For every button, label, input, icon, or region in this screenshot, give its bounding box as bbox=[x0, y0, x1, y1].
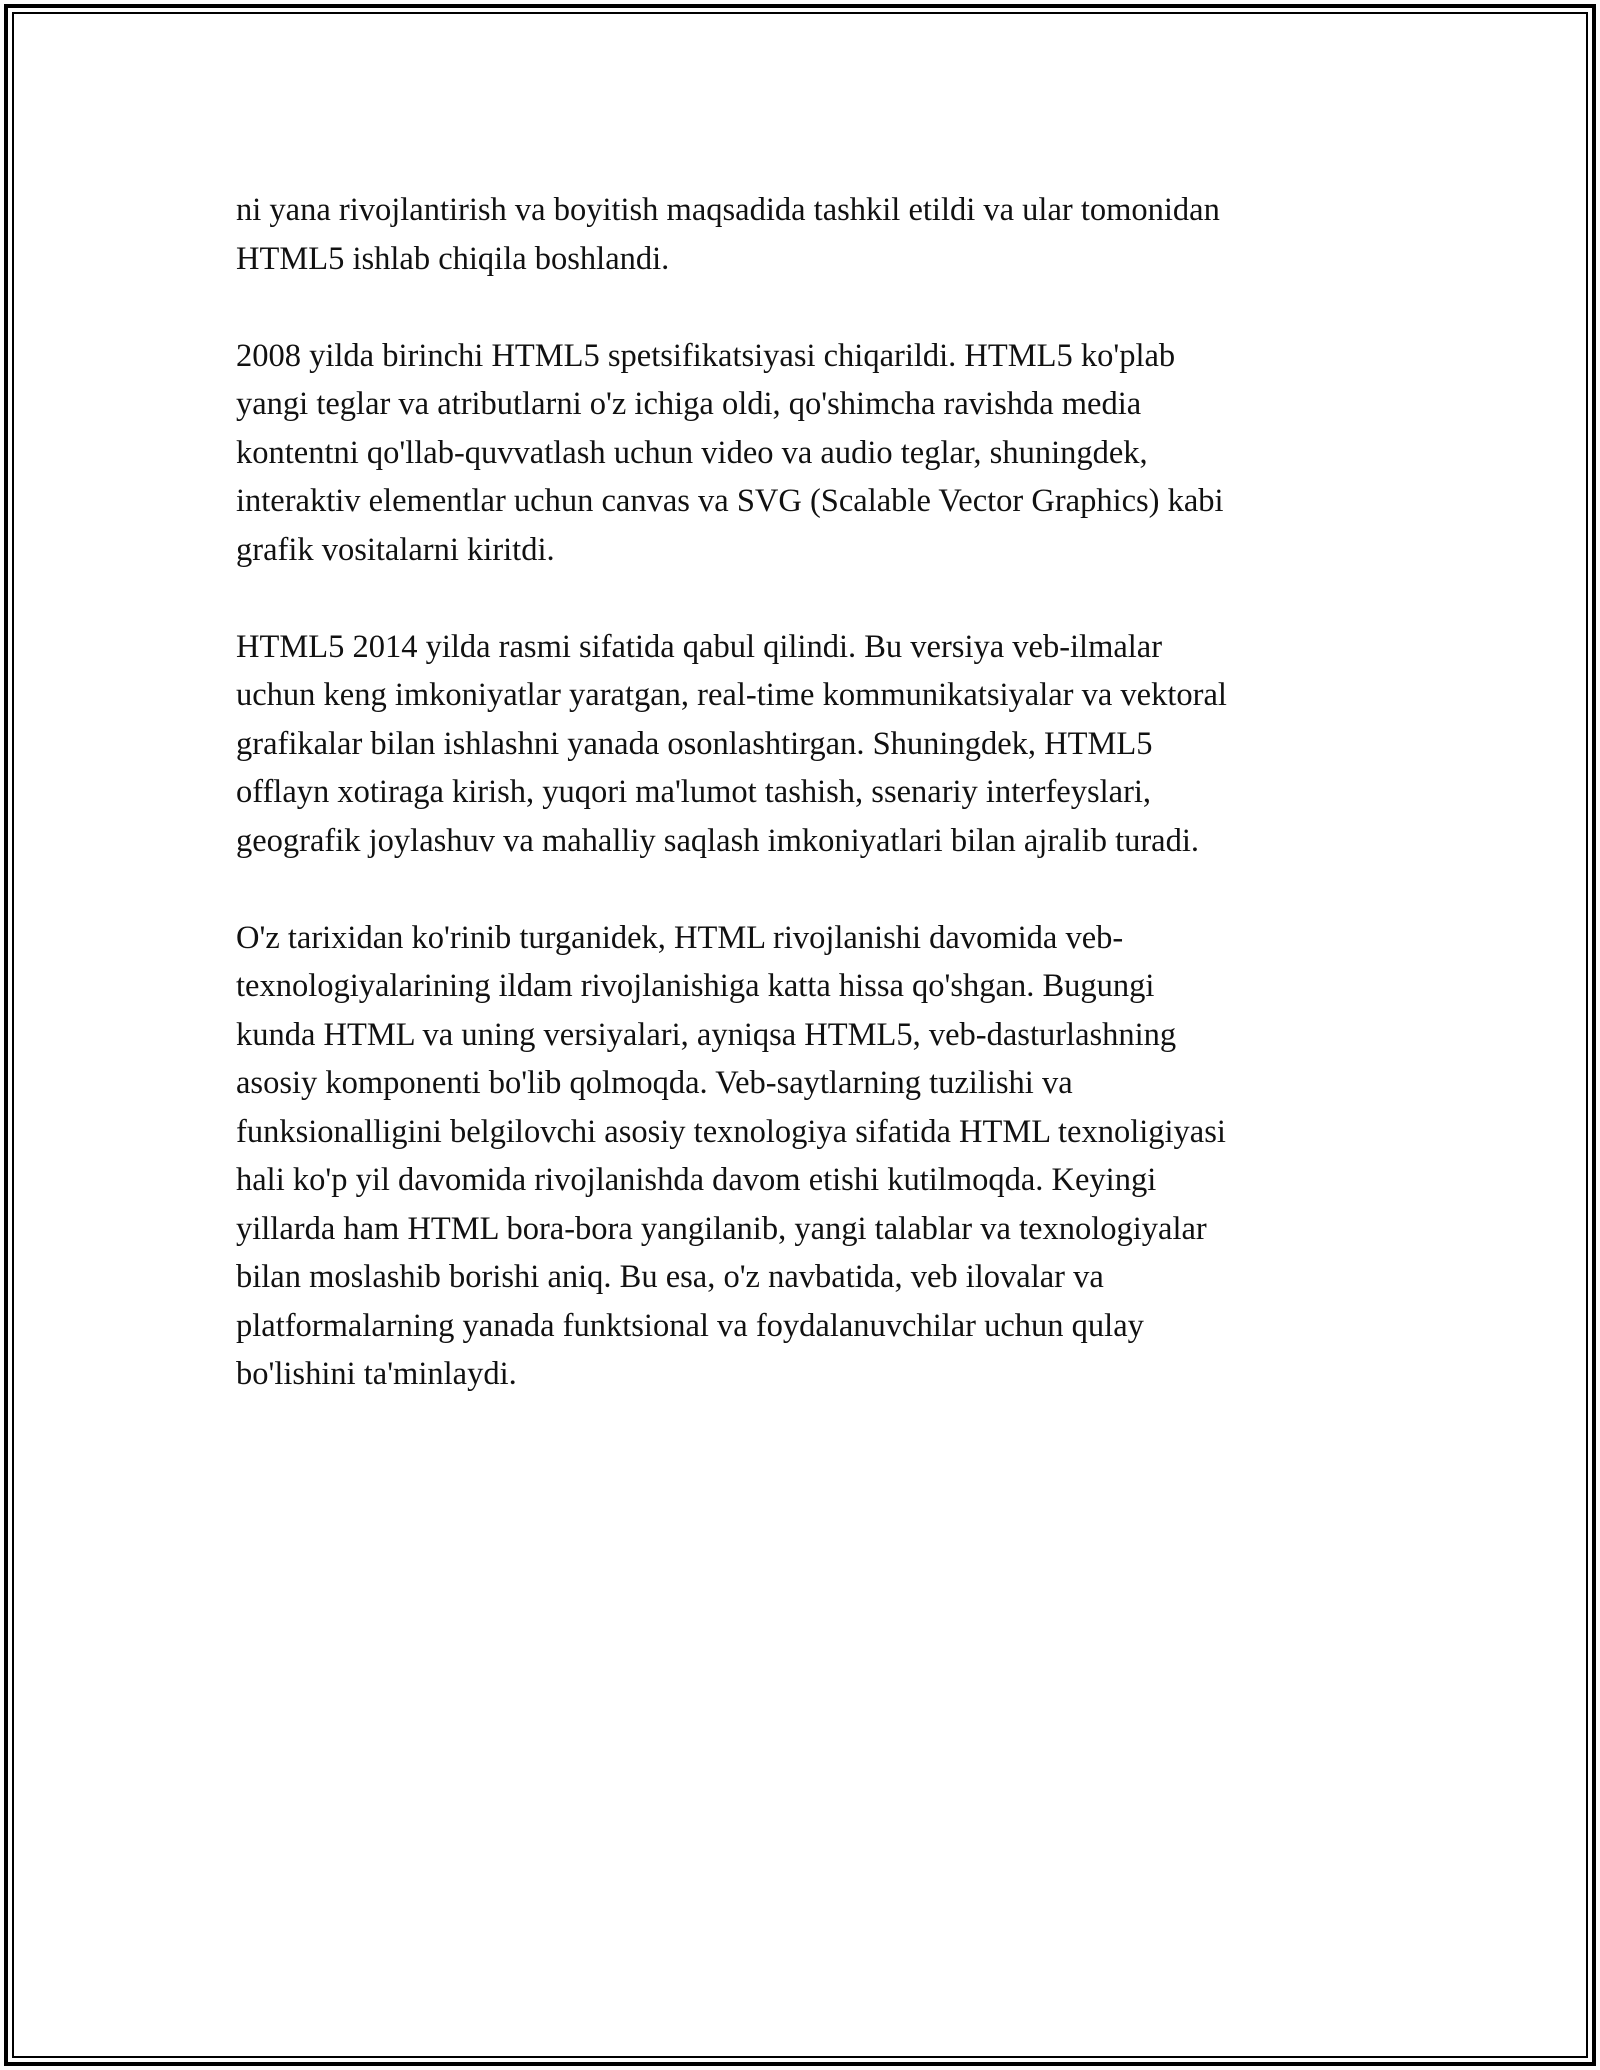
text-line: platformalarning yanada funktsional va foydalanuvchilar uchun qulay bbox=[236, 1307, 1144, 1344]
paragraph-3 bbox=[236, 623, 1366, 866]
document-body bbox=[236, 186, 1366, 1447]
text-line: grafikalar bilan ishlashni yanada osonlashtirgan. Shuningdek, HTML5 bbox=[236, 725, 1153, 762]
text-line: 2008 yilda birinchi HTML5 spetsifikatsiyasi chiqarildi. HTML5 ko'plab bbox=[236, 337, 1176, 374]
paragraph-1 bbox=[236, 186, 1366, 283]
text-line: geografik joylashuv va mahalliy saqlash imkoniyatlari bilan ajralib turadi. bbox=[236, 822, 1200, 859]
text-line: uchun keng imkoniyatlar yaratgan, real-time kommunikatsiyalar va vektoral bbox=[236, 677, 1227, 713]
text-line: texnologiyalarining ildam rivojlanishiga katta hissa qo'shgan. Bugungi bbox=[236, 968, 1155, 1004]
text-line: O'z tarixidan ko'rinib turganidek, HTML rivojlanishi davomida veb- bbox=[236, 919, 1124, 956]
text-line: HTML5 2014 yilda rasmi sifatida qabul qilindi. Bu versiya veb-ilmalar bbox=[236, 628, 1163, 665]
text-line: HTML5 ishlab chiqila boshlandi. bbox=[236, 240, 670, 277]
text-line: kontentni qo'llab-quvvatlash uchun video va audio teglar, shuningdek, bbox=[236, 434, 1148, 471]
text-line: asosiy komponenti bo'lib qolmoqda. Veb-saytlarning tuzilishi va bbox=[236, 1065, 1073, 1101]
paragraph-4 bbox=[236, 914, 1366, 1399]
text-line: yangi teglar va atributlarni o'z ichiga oldi, qo'shimcha ravishda media bbox=[236, 386, 1142, 422]
text-line: interaktiv elementlar uchun canvas va SVG (Scalable Vector Graphics) kabi bbox=[236, 483, 1224, 519]
text-line: ni yana rivojlantirish va boyitish maqsadida tashkil etildi va ular tomonidan bbox=[236, 192, 1220, 228]
text-line: kunda HTML va uning versiyalari, ayniqsa HTML5, veb-dasturlashning bbox=[236, 1016, 1177, 1053]
paragraph-2 bbox=[236, 332, 1366, 575]
text-line: funksionalligini belgilovchi asosiy texnologiya sifatida HTML texnoligiyasi bbox=[236, 1113, 1226, 1150]
text-line: hali ko'p yil davomida rivojlanishda davom etishi kutilmoqda. Keyingi bbox=[236, 1162, 1157, 1198]
text-line: grafik vositalarni kiritdi. bbox=[236, 531, 555, 568]
text-line: yillarda ham HTML bora-bora yangilanib, yangi talablar va texnologiyalar bbox=[236, 1210, 1207, 1247]
text-line: offlayn xotiraga kirish, yuqori ma'lumot tashish, ssenariy interfeyslari, bbox=[236, 774, 1152, 810]
text-line: bilan moslashib borishi aniq. Bu esa, o'z navbatida, veb ilovalar va bbox=[236, 1259, 1104, 1295]
text-line: bo'lishini ta'minlaydi. bbox=[236, 1356, 517, 1392]
